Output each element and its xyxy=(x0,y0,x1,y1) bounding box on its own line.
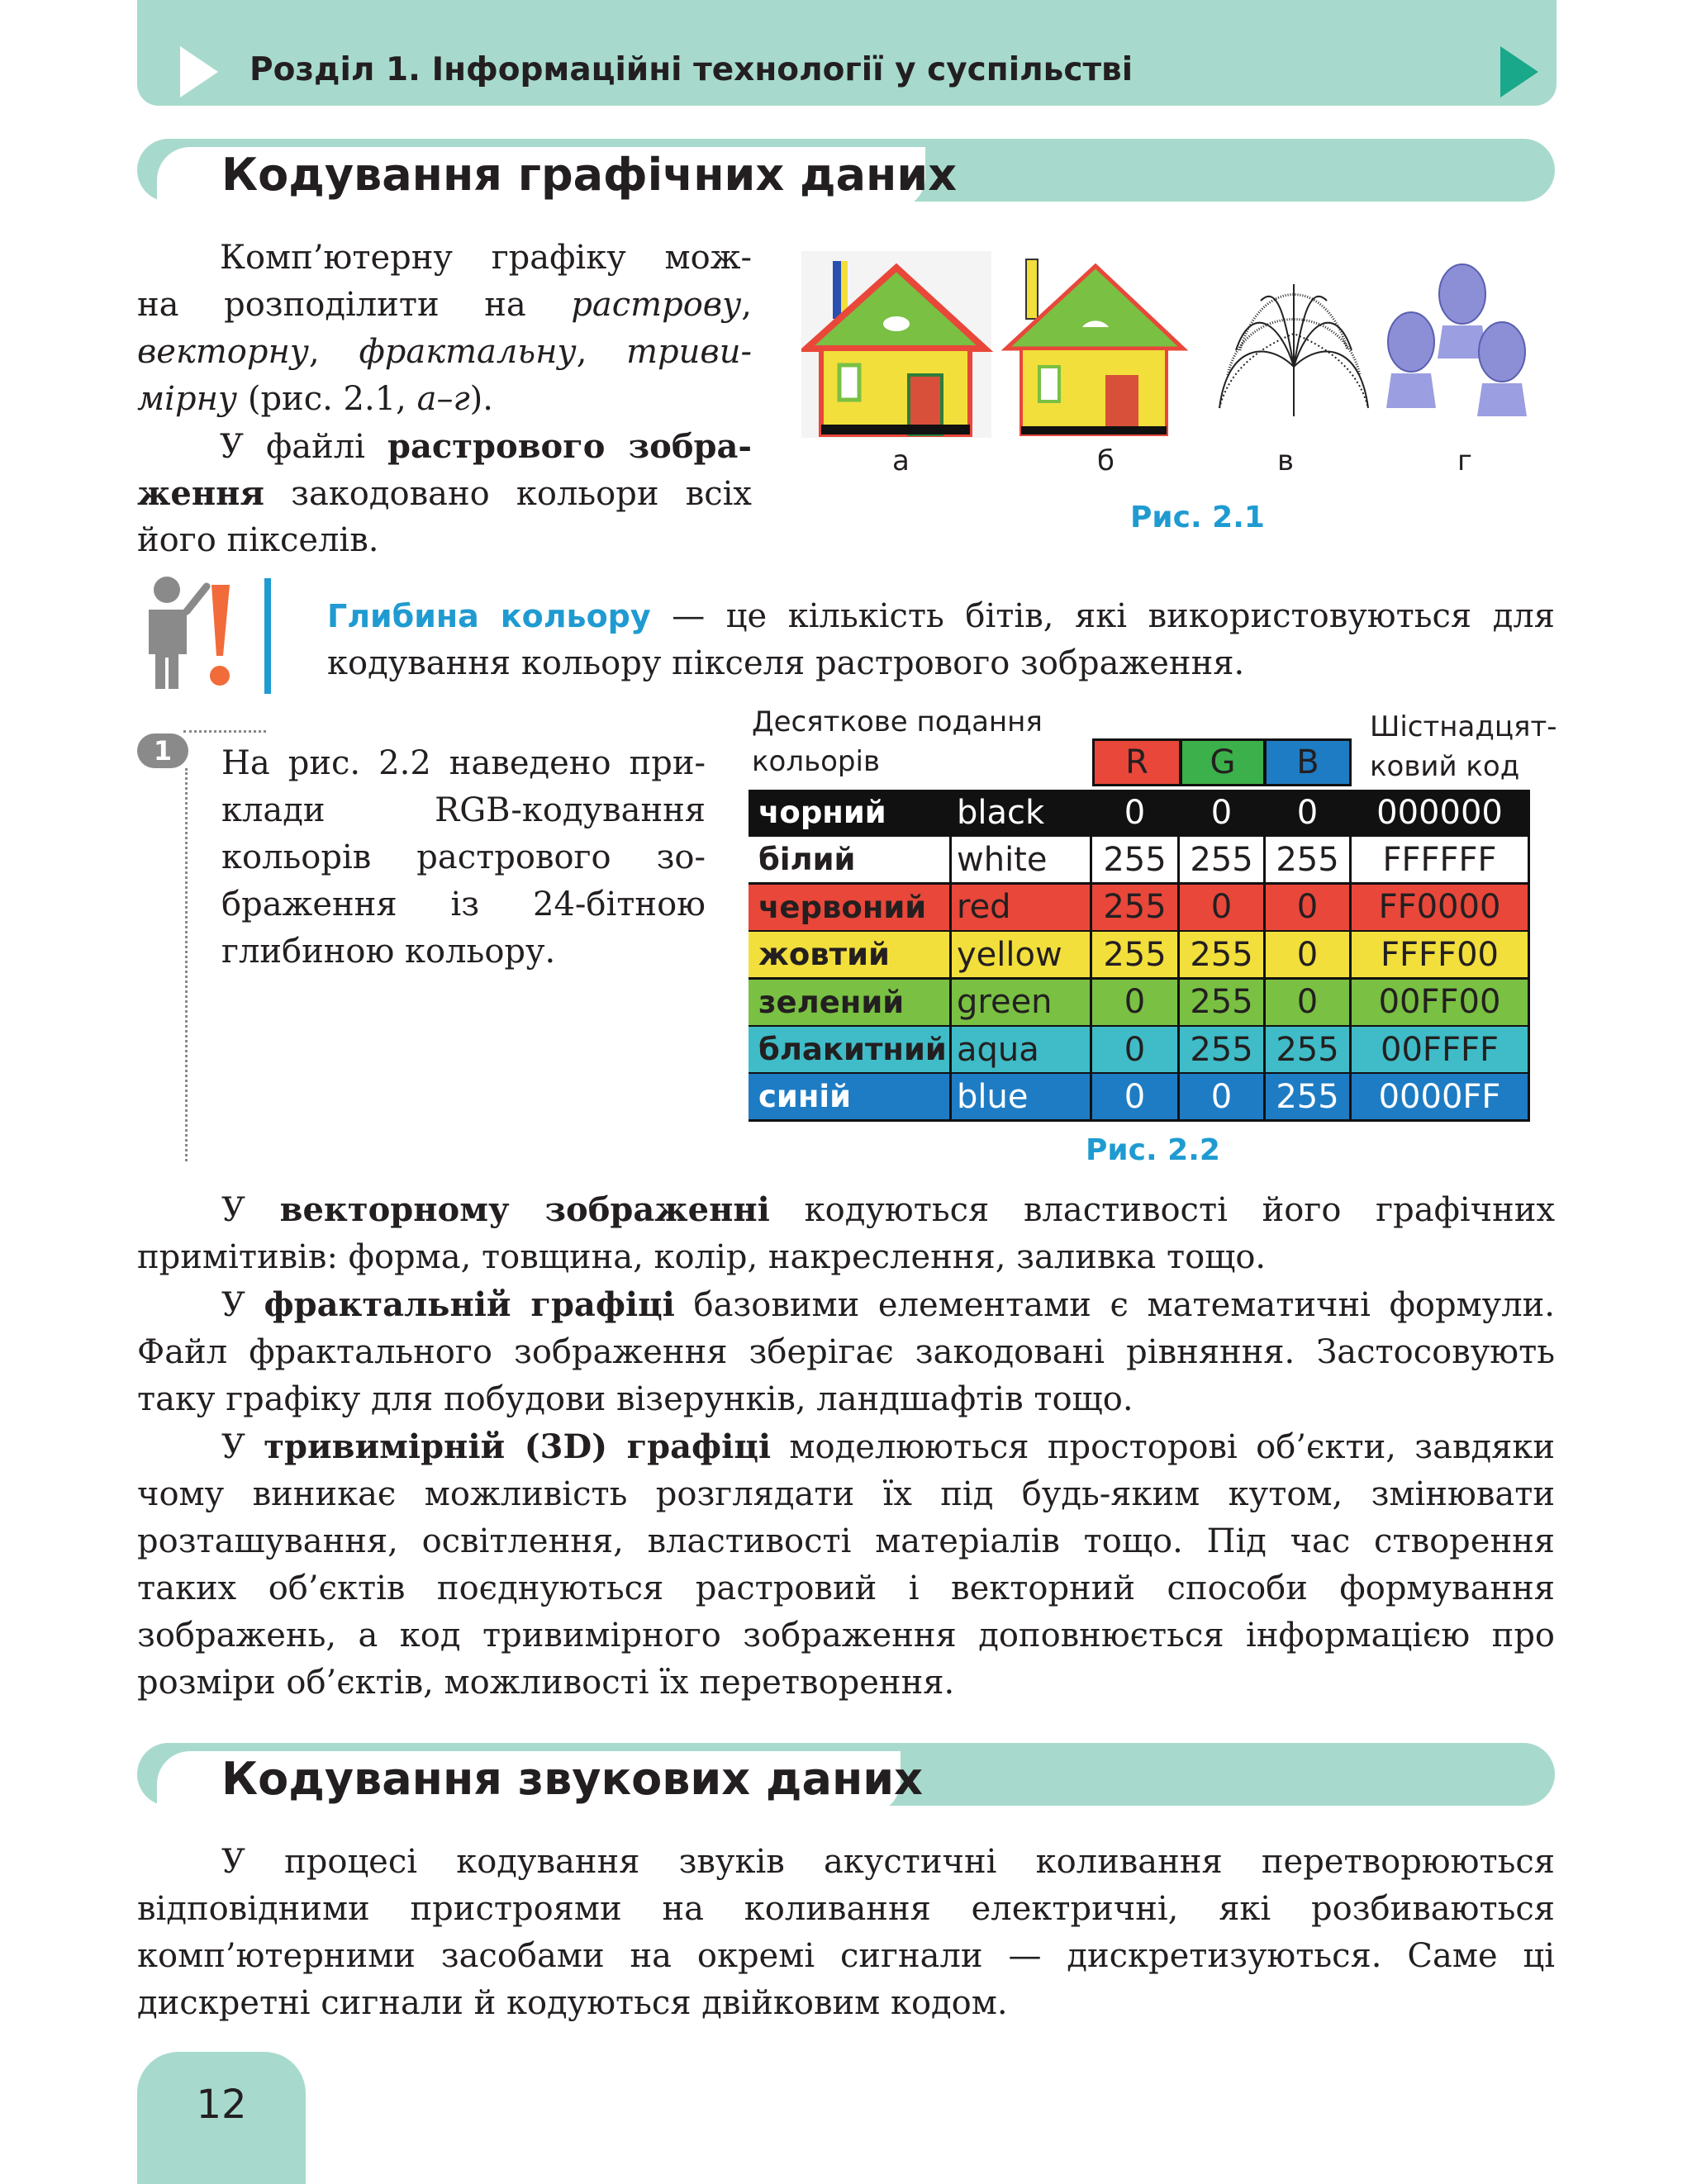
table-cell-en: blue xyxy=(952,1074,1092,1121)
decimal-label-line: кольорів xyxy=(752,745,880,778)
play-arrow-icon xyxy=(180,46,218,97)
next-arrow-icon xyxy=(1500,46,1538,97)
table-cell-en: aqua xyxy=(952,1027,1092,1074)
table-cell-g: 255 xyxy=(1180,980,1266,1027)
text-line: його пікселів. xyxy=(137,521,379,559)
table-cell-hex: 00FFFF xyxy=(1352,1027,1530,1074)
table-row xyxy=(749,932,1530,979)
figure-caption: Рис. 2.1 xyxy=(1130,501,1265,534)
text-line: глибиною кольору. xyxy=(221,933,556,971)
main-text xyxy=(137,1839,1555,2027)
table-cell-hex: 00FF00 xyxy=(1352,980,1530,1027)
section-title: Кодування графічних даних xyxy=(221,149,958,201)
text-line: У файлі растрового зобра- xyxy=(220,427,753,466)
intro-paragraph xyxy=(137,235,752,564)
text-line: векторну, фрактальну, триви- xyxy=(137,333,752,371)
hex-label xyxy=(1370,707,1557,786)
table-cell-b: 255 xyxy=(1266,1074,1352,1121)
vector-paragraph xyxy=(137,1186,1555,1281)
threed-paragraph xyxy=(137,1423,1555,1707)
table-row xyxy=(749,885,1530,932)
table-row xyxy=(749,980,1530,1027)
table-cell-en: black xyxy=(952,790,1092,837)
rgb-header-r: R xyxy=(1092,738,1181,786)
table-cell-b: 0 xyxy=(1266,980,1352,1027)
rgb-table xyxy=(749,790,1530,1122)
table-cell-hex: FFFFFF xyxy=(1352,837,1530,884)
table-cell-ua: білий xyxy=(749,837,952,884)
table-cell-hex: 0000FF xyxy=(1352,1074,1530,1121)
table-cell-b: 0 xyxy=(1266,885,1352,932)
figure-label: в xyxy=(1277,444,1295,477)
bold-term: векторному зображенні xyxy=(279,1190,770,1229)
table-row xyxy=(749,1027,1530,1074)
3d-heads-image xyxy=(1386,264,1527,416)
step-number-badge: 1 xyxy=(137,734,188,768)
table-cell-g: 255 xyxy=(1180,932,1266,979)
definition-bar xyxy=(264,578,271,694)
text-line: клади RGB-кодування xyxy=(221,791,706,829)
main-text xyxy=(137,1186,1555,1707)
table-cell-b: 0 xyxy=(1266,790,1352,837)
text-line: На рис. 2.2 наведено при- xyxy=(221,744,706,782)
table-cell-r: 0 xyxy=(1092,790,1180,837)
bold-term: тривимірній (3D) графіці xyxy=(264,1427,772,1466)
page-number: 12 xyxy=(196,2082,247,2128)
table-cell-ua: блакитний xyxy=(749,1027,952,1074)
table-cell-r: 0 xyxy=(1092,980,1180,1027)
hex-label-line: ковий код xyxy=(1370,750,1520,783)
table-row xyxy=(749,1074,1530,1121)
text-line: кодування кольору пікселя растрового зображення. xyxy=(327,644,1245,682)
dotted-divider xyxy=(185,768,188,1161)
table-cell-r: 0 xyxy=(1092,1027,1180,1074)
sound-paragraph: У процесі кодування звуків акустичні коливання перетворюються відповідними пристроями на коливання електричні, які розбиваються комп’ютерними засобами на окремі сигнали — дискретизуються. Саме ці дискретні сигнали й кодуються двійковим кодом. xyxy=(137,1843,1555,2022)
table-cell-g: 0 xyxy=(1180,790,1266,837)
table-cell-b: 255 xyxy=(1266,1027,1352,1074)
table-cell-en: red xyxy=(952,885,1092,932)
text-line xyxy=(327,593,1555,640)
definition-term: Глибина кольору xyxy=(327,598,651,634)
text-span: кодуються властивості його графічних примітивів: форма, товщина, колір, накреслення, заливка тощо. xyxy=(137,1191,1556,1276)
text-line: браження із 24-бітною xyxy=(221,885,706,923)
table-cell-hex: FF0000 xyxy=(1352,885,1530,932)
text-line: кольорів растрового зо- xyxy=(221,838,706,876)
table-cell-ua: чорний xyxy=(749,790,952,837)
table-cell-en: yellow xyxy=(952,932,1092,979)
section-title: Кодування звукових даних xyxy=(221,1753,923,1805)
figure-label: г xyxy=(1457,444,1472,477)
raster-house-image xyxy=(801,251,991,438)
figure-2-1-images xyxy=(801,251,1528,438)
table-cell-hex: FFFF00 xyxy=(1352,932,1530,979)
table-cell-hex: 000000 xyxy=(1352,790,1530,837)
bold-term: фрактальній графіці xyxy=(264,1285,675,1324)
table-cell-b: 255 xyxy=(1266,837,1352,884)
fractal-tree-image xyxy=(1219,284,1368,416)
rgb-header-b: B xyxy=(1264,738,1352,786)
table-row xyxy=(749,837,1530,884)
table-cell-r: 255 xyxy=(1092,885,1180,932)
figure-label: а xyxy=(892,444,910,477)
figure-caption: Рис. 2.2 xyxy=(1086,1133,1220,1167)
figure-label: б xyxy=(1097,444,1115,477)
dotted-divider xyxy=(183,730,266,733)
table-cell-en: white xyxy=(952,837,1092,884)
definition-body: — це кількість бітів, які використовуються для xyxy=(650,597,1556,635)
table-cell-g: 255 xyxy=(1180,1027,1266,1074)
table-cell-r: 255 xyxy=(1092,932,1180,979)
text-line: мірну (рис. 2.1, а–г). xyxy=(137,380,493,418)
text-span: У xyxy=(221,1286,264,1324)
table-cell-ua: червоний xyxy=(749,885,952,932)
attention-person-icon xyxy=(140,575,240,691)
vector-house-image xyxy=(1003,251,1193,438)
table-cell-en: green xyxy=(952,980,1092,1027)
table-cell-g: 0 xyxy=(1180,1074,1266,1121)
decimal-label xyxy=(752,702,1043,781)
table-row xyxy=(749,790,1530,837)
table-cell-ua: зелений xyxy=(749,980,952,1027)
table-cell-g: 255 xyxy=(1180,837,1266,884)
text-span: У xyxy=(221,1191,280,1229)
text-line: ження закодовано кольори всіх xyxy=(137,474,752,513)
table-cell-g: 0 xyxy=(1180,885,1266,932)
text-span: моделюються просторові об’єкти, завдяки чому виникає можливість розглядати їх під будь-яким кутом, змінювати розташування, освітлення, властивості матеріалів тощо. Під час створення таких об’єктів поєднуються растровий і векторний способи формування зображень, а код тривимірного зображення доповнюється інформацією про розміри об’єктів, можливості їх перетворення. xyxy=(137,1428,1555,1702)
table-cell-r: 0 xyxy=(1092,1074,1180,1121)
table-cell-ua: жовтий xyxy=(749,932,952,979)
definition-text xyxy=(327,593,1555,687)
table-cell-r: 255 xyxy=(1092,837,1180,884)
rgb-header-g: G xyxy=(1180,738,1266,786)
text-line: Комп’ютерну графіку мож- xyxy=(220,239,752,277)
text-line: на розподілити на растрову, xyxy=(137,286,752,324)
hex-label-line: Шістнадцят- xyxy=(1370,710,1557,743)
decimal-label-line: Десяткове подання xyxy=(752,705,1043,738)
fractal-paragraph xyxy=(137,1281,1555,1423)
table-cell-ua: синій xyxy=(749,1074,952,1121)
chapter-title: Розділ 1. Інформаційні технології у суспільстві xyxy=(250,51,1134,88)
text-span: У xyxy=(221,1428,264,1466)
table-cell-b: 0 xyxy=(1266,932,1352,979)
text-span: базовими елементами є математичні формули. Файл фрактального зображення зберігає закодовані рівняння. Застосовують таку графіку для побудови візерунків, ландшафтів тощо. xyxy=(137,1286,1556,1418)
step-text xyxy=(221,740,706,976)
